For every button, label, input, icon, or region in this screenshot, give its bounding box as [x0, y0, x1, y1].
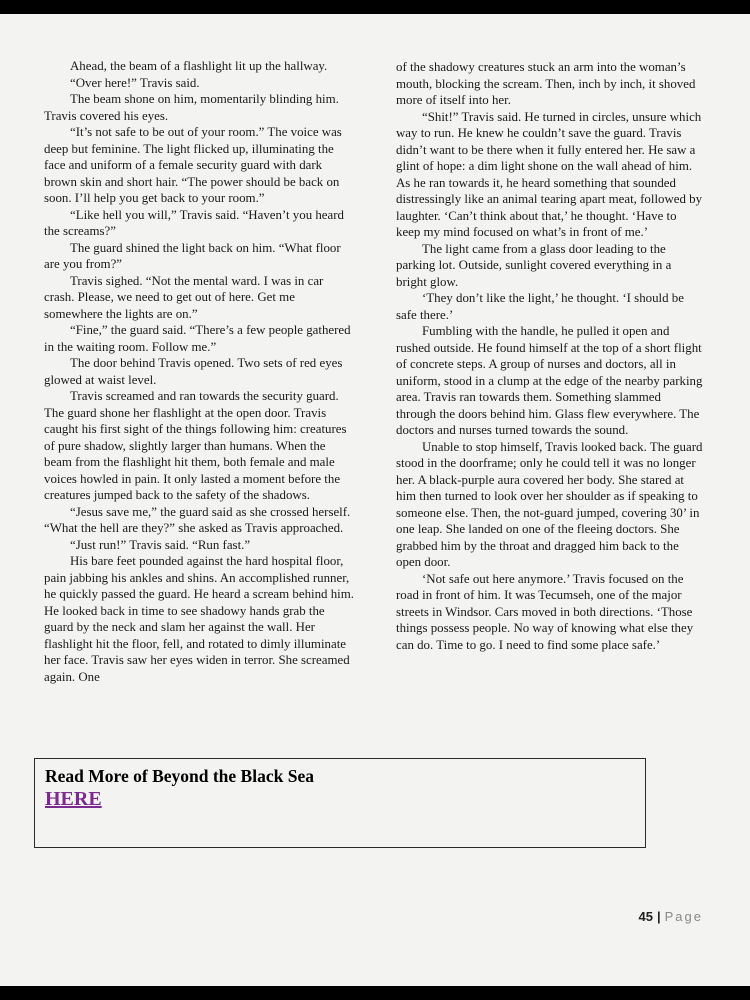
- right-text-column: [396, 59, 704, 653]
- paragraph: “Like hell you will,” Travis said. “Haven’t you heard the screams?”: [44, 207, 344, 238]
- paragraph: Ahead, the beam of a flashlight lit up the hallway.: [70, 59, 328, 73]
- document-page: [0, 14, 750, 986]
- paragraph: “Jesus save me,” the guard said as she crossed herself. “What the hell are they?” she asked as Travis approached.: [44, 504, 351, 535]
- page-number-footer: [639, 909, 703, 924]
- footer-separator: |: [656, 909, 661, 924]
- paragraph: “Fine,” the guard said. “There’s a few people gathered in the waiting room. Follow me.”: [44, 323, 351, 354]
- paragraph: Fumbling with the handle, he pulled it open and rushed outside. He found himself at the top of a short flight of concrete steps. A group of nurses and doctors, all in uniform, stood in a clump at the edge of the nearby parking area. Travis ran towards them. Something slammed through the doors behind him. Glass flew everywhere. The doctors and nurses turned towards the sound.: [396, 324, 703, 437]
- paragraph: “It’s not safe to be out of your room.” The voice was deep but feminine. The light flicked up, illuminating the face and uniform of a female security guard with dark brown skin and short hair. “The power should be back on soon. I’ll help you get back to your room.”: [44, 125, 342, 205]
- page-number: 45: [638, 909, 653, 924]
- paragraph: “Over here!” Travis said.: [70, 75, 200, 90]
- paragraph: The beam shone on him, momentarily blinding him. Travis covered his eyes.: [44, 92, 339, 123]
- read-more-link[interactable]: HERE: [45, 788, 102, 810]
- paragraph-continuation: of the shadowy creatures stuck an arm into the woman’s mouth, blocking the scream. Then, inch by inch, it shoved more of itself into her.: [396, 60, 696, 107]
- paragraph: The light came from a glass door leading to the parking lot. Outside, sunlight covered everything in a bright glow.: [396, 241, 672, 289]
- paragraph: The guard shined the light back on him. “What floor are you from?”: [44, 240, 341, 271]
- paragraph: “Just run!” Travis said. “Run fast.”: [70, 537, 251, 552]
- paragraph: His bare feet pounded against the hard hospital floor, pain jabbing his ankles and shins. An accomplished runner, he quickly passed the guard. He heard a scream behind him. He looked back in time to see shadowy hands grab the guard by the neck and slam her against the wall. Her flashlight hit the floor, fell, and rotated to dimly illuminate her face. Travis saw her eyes widen in terror. She screamed again. One: [44, 554, 354, 684]
- paragraph: ‘They don’t like the light,’ he thought. ‘I should be safe there.’: [396, 291, 684, 322]
- left-text-column: [44, 58, 356, 685]
- paragraph: Travis sighed. “Not the mental ward. I was in car crash. Please, we need to get out of here. Get me somewhere the lights are on.”: [44, 273, 324, 321]
- read-more-box: [34, 758, 646, 848]
- paragraph: “Shit!” Travis said. He turned in circles, unsure which way to run. He knew he couldn’t save the guard. Travis didn’t want to be there when it fully entered her. He saw a glint of hope: a dim light shone on the wall ahead of him. As he ran towards it, he heard something that sounded distressingly like an animal tearing apart meat, followed by laughter. ‘Can’t think about that,’ he thought. ‘Have to keep my mind focused on what’s in front of me.’: [396, 109, 703, 239]
- paragraph: Travis screamed and ran towards the security guard. The guard shone her flashlight at the open door. Travis caught his first sight of the things following him: creatures of pure shadow, slightly larger than humans. When the beam from the flashlight hit them, both female and male voices howled in pain. It only lasted a moment before the creatures jumped back to the safety of the shadows.: [44, 389, 347, 502]
- paragraph: The door behind Travis opened. Two sets of red eyes glowed at waist level.: [44, 356, 343, 387]
- paragraph: ‘Not safe out here anymore.’ Travis focused on the road in front of him. It was Tecumseh, one of the major streets in Windsor. Cars moved in both directions. ‘Those things possess people. No way of knowing what else they can do. Time to go. I need to find some place safe.’: [396, 571, 694, 652]
- read-more-title: Read More of Beyond the Black Sea: [45, 766, 314, 786]
- page-label: Page: [664, 909, 703, 924]
- paragraph: Unable to stop himself, Travis looked back. The guard stood in the doorframe; only he could tell it was no longer her. A black-purple aura covered her body. She stared at him then turned to look over her shoulder as if speaking to someone else. Then, the not-guard jumped, covering 30’ in one leap. She landed on one of the fleeing doctors. She grabbed him by the throat and dragged him back to the open door.: [396, 439, 703, 569]
